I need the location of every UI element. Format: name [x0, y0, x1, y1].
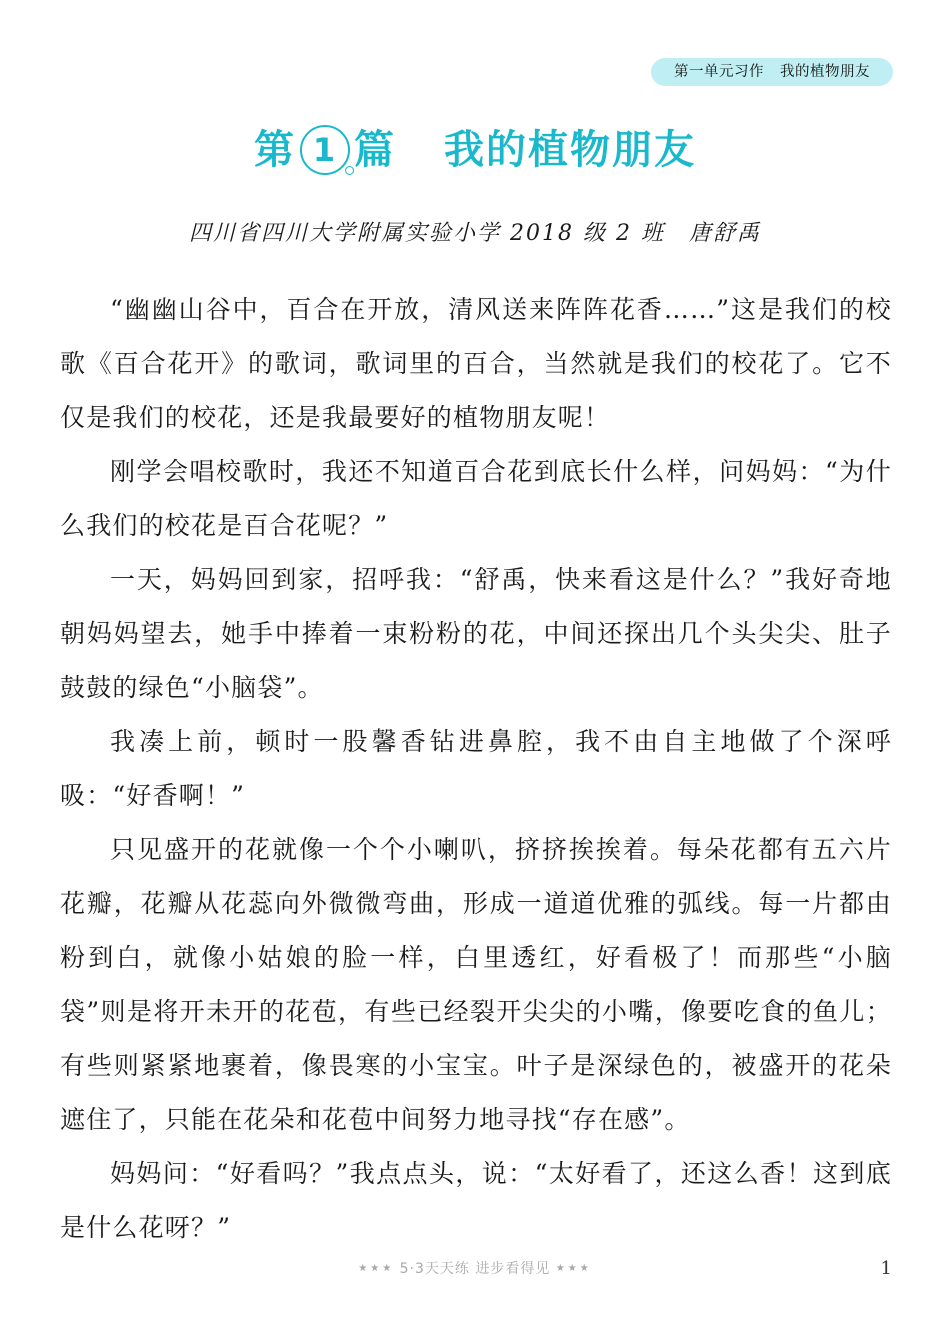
stars-left-icon: ★★★: [358, 1263, 395, 1274]
page-title: [0, 122, 950, 178]
section-tag: [651, 58, 893, 86]
paragraph: 一天，妈妈回到家，招呼我：“舒禹，快来看这是什么？”我好奇地朝妈妈望去，她手中捧着一束粉粉的花，中间还探出几个头尖尖、肚子鼓鼓的绿色“小脑袋”。: [60, 565, 892, 702]
paragraph: 妈妈问：“好看吗？”我点点头，说：“太好看了，还这么香！这到底是什么花呀？”: [60, 1159, 892, 1242]
badge-dot-icon: [345, 166, 354, 175]
author-byline: [0, 216, 950, 247]
paragraph: 我凑上前，顿时一股馨香钻进鼻腔，我不由自主地做了个深呼吸：“好香啊！”: [60, 727, 892, 810]
stars-right-icon: ★★★: [555, 1263, 592, 1274]
paragraph: 只见盛开的花就像一个个小喇叭，挤挤挨挨着。每朵花都有五六片花瓣，花瓣从花蕊向外微微弯曲，形成一道道优雅的弧线。每一片都由粉到白，就像小姑娘的脸一样，白里透红，好看极了！而那些“小脑袋”则是将开未开的花苞，有些已经裂开尖尖的小嘴，像要吃食的鱼儿；有些则紧紧地裹着，像畏寒的小宝宝。叶子是深绿色的，被盛开的花朵遮住了，只能在花朵和花苞中间努力地寻找“存在感”。: [60, 835, 892, 1134]
school-name: 四川省四川大学附属实验小学 2018 级 2 班: [189, 221, 665, 246]
paragraph: “幽幽山谷中，百合在开放，清风送来阵阵花香……”这是我们的校歌《百合花开》的歌词，歌词里的百合，当然就是我们的校花了。它不仅是我们的校花，还是我最要好的植物朋友呢！: [60, 295, 892, 432]
title-suffix: 篇: [354, 127, 396, 173]
essay-body: [60, 283, 892, 1255]
title-text: 我的植物朋友: [444, 127, 696, 173]
title-number: 1: [312, 131, 338, 169]
paragraph: 刚学会唱校歌时，我还不知道百合花到底长什么样，问妈妈：“为什么我们的校花是百合花呢？”: [60, 457, 892, 540]
page-number: 1: [880, 1258, 892, 1279]
footer-slogan: [0, 1258, 950, 1278]
title-number-badge: [300, 125, 350, 175]
slogan-text: 5·3天天练 进步看得见: [399, 1261, 551, 1277]
author-name: 唐舒禹: [688, 221, 761, 246]
title-prefix: 第: [254, 127, 296, 173]
section-unit: 第一单元习作: [674, 64, 764, 80]
section-topic: 我的植物朋友: [780, 64, 870, 80]
